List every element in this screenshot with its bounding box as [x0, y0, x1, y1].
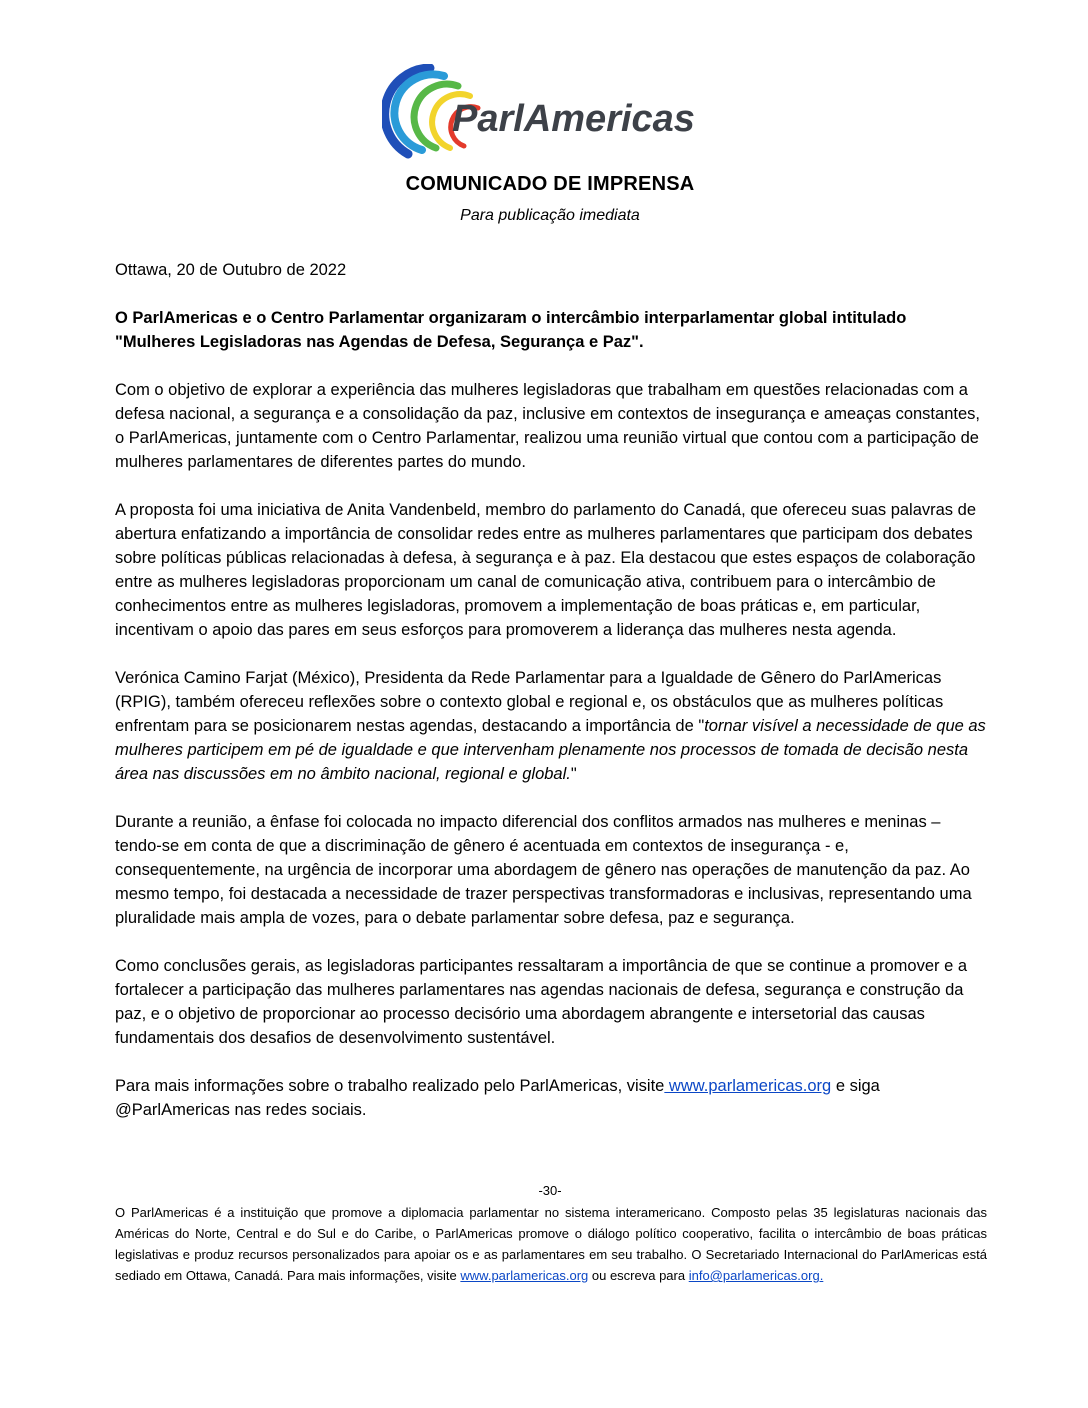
footer-text: O ParlAmericas é a instituição que promove a diplomacia parlamentar no sistema interamericano. Composto pelas 35 legislaturas nacionais das Américas do Norte, Central e do Sul e do Caribe, o ParlAmericas promove o diálogo político cooperativo, facilita o intercâmbio de boas práticas legislativas e produz recursos personalizados para apoiar os e as parlamentares em seu trabalho. O Secretariado Internacional do ParlAmericas está sediado em Ottawa, Canadá. Para mais informações, visite: [115, 1205, 987, 1283]
closing-text-end: e siga @ParlAmericas nas redes sociais.: [115, 1077, 880, 1119]
footer-email-link[interactable]: info@parlamericas.org.: [688, 1268, 824, 1283]
press-release-subtitle: Para publicação imediata: [460, 207, 640, 224]
headline: O ParlAmericas e o Centro Parlamentar organizaram o intercâmbio interparlamentar global intitulado "Mulheres Legisladoras nas Agendas de Defesa, Segurança e Paz".: [115, 309, 907, 351]
closing-text: Para mais informações sobre o trabalho realizado pelo ParlAmericas, visite: [115, 1077, 665, 1095]
logo-wordmark: ParlAmericas: [452, 98, 695, 140]
paragraph-closing: [115, 1074, 987, 1122]
paragraph-veronica-end: ": [570, 765, 577, 783]
paragraph-veronica: [115, 666, 987, 786]
dateline: Ottawa, 20 de Outubro de 2022: [115, 261, 347, 279]
paragraph-meeting: Durante a reunião, a ênfase foi colocada no impacto diferencial dos conflitos armados nas mulheres e meninas – tendo-se em conta de que a discriminação de gênero é acentuada em contextos de insegurança - e, consequentemente, na urgência de incorporar uma abordagem de gênero nas operações de manutenção da paz. Ao mesmo tempo, foi destacada a necessidade de trazer perspectivas transformadoras e inclusivas, representando uma pluralidade mais ampla de vozes, para o debate parlamentar sobre defesa, paz e segurança.: [115, 813, 972, 927]
footer-about: [115, 1202, 987, 1286]
page-number: -30-: [538, 1183, 562, 1198]
paragraph-proposal: A proposta foi uma iniciativa de Anita Vandenbeld, membro do parlamento do Canadá, que ofereceu suas palavras de abertura enfatizando a importância de consolidar redes entre as mulheres parlamentares que participam dos debates sobre políticas públicas relacionadas à defesa, à segurança e à paz. Ela destacou que estes espaços de colaboração entre as mulheres legisladoras proporcionam um canal de comunicação ativa, contribuem para o intercâmbio de conhecimentos entre as mulheres legisladoras, promovem a implementação de boas práticas e, em particular, incentivam o apoio das pares em seus esforços para promoverem a liderança das mulheres nesta agenda.: [115, 501, 976, 639]
website-link[interactable]: www.parlamericas.org: [664, 1077, 832, 1095]
press-release-body: [115, 258, 987, 1146]
paragraph-objective: Com o objetivo de explorar a experiência das mulheres legisladoras que trabalham em questões relacionadas com a defesa nacional, a segurança e a consolidação da paz, inclusive em contextos de insegurança e ameaças constantes, o ParlAmericas, juntamente com o Centro Parlamentar, realizou uma reunião virtual que contou com a participação de mulheres parlamentares de diferentes partes do mundo.: [115, 381, 980, 471]
footer-text-mid: ou escreva para: [588, 1268, 689, 1283]
paragraph-veronica-quote: tornar visível a necessidade de que as mulheres participem em pé de igualdade e que intervenham plenamente nos processos de tomada de decisão nesta área nas discussões em no âmbito nacional, regional e global.: [115, 717, 986, 783]
press-release-title: COMUNICADO DE IMPRENSA: [405, 173, 695, 195]
parlamericas-logo: [382, 64, 722, 160]
paragraph-veronica-text: Verónica Camino Farjat (México), Presidenta da Rede Parlamentar para a Igualdade de Gênero do ParlAmericas (RPIG), também ofereceu reflexões sobre o contexto global e regional e, os obstáculos que as mulheres políticas enfrentam para se posicionarem nestas agendas, destacando a importância de ": [115, 669, 944, 735]
paragraph-conclusions: Como conclusões gerais, as legisladoras participantes ressaltaram a importância de que se continue a promover e a fortalecer a participação das mulheres parlamentares nas agendas nacionais de defesa, segurança e construção da paz, e o objetivo de proporcionar ao processo decisório uma abordagem abrangente e intersetorial das causas fundamentais dos desafios de desenvolvimento sustentável.: [115, 957, 968, 1047]
logo-graphic: [382, 64, 722, 160]
footer-website-link[interactable]: www.parlamericas.org: [460, 1268, 589, 1283]
